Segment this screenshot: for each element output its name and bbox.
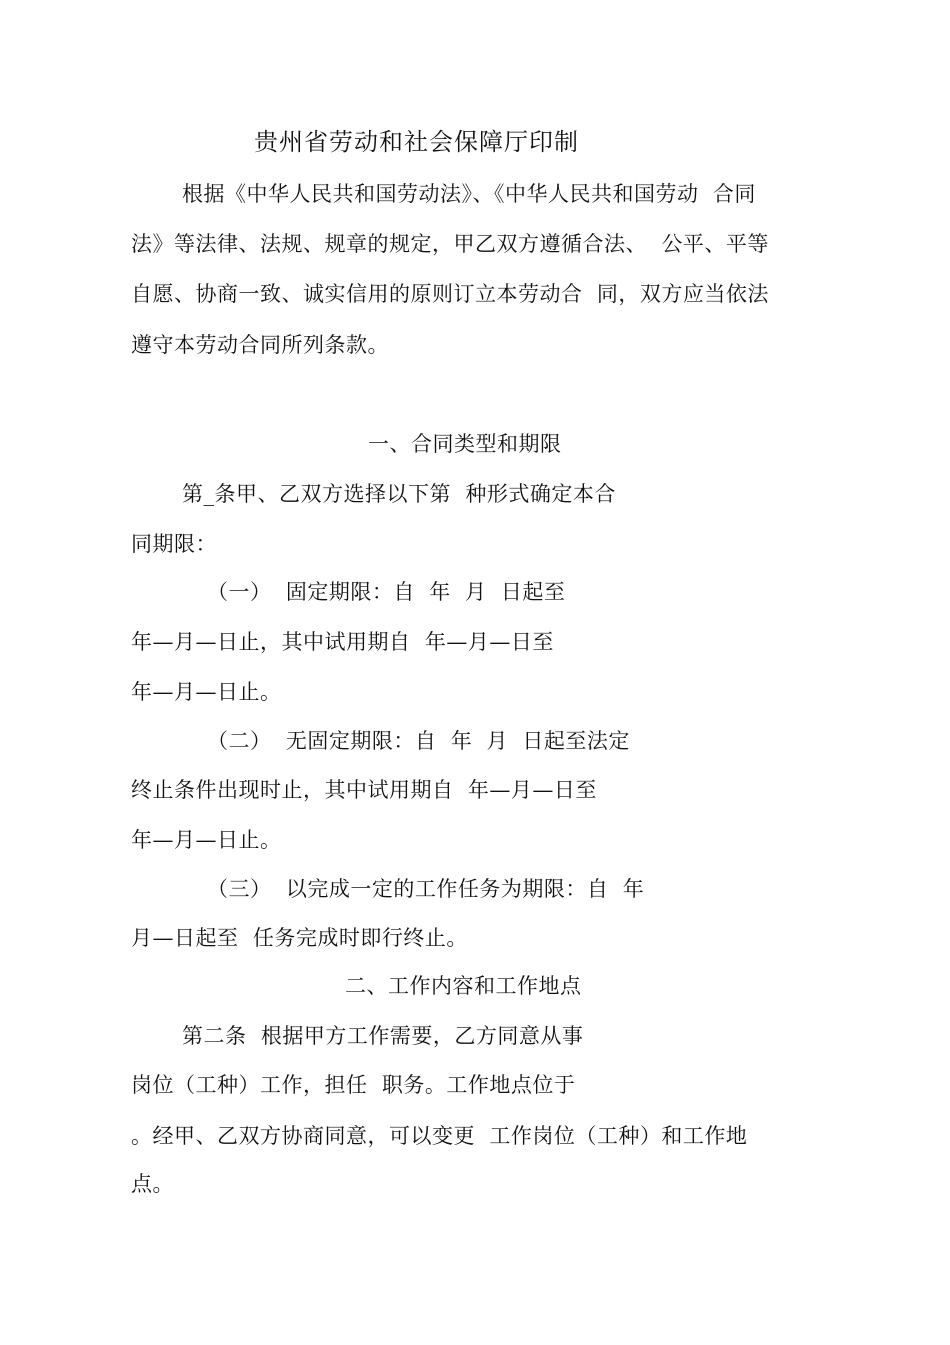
option-line: （二） 无固定期限：自 年 月 日起至法定: [207, 729, 630, 753]
clause-line: 岗位（工种）工作，担任 职务。工作地点位于: [131, 1073, 576, 1097]
option-line: 月—日起至 任务完成时即行终止。: [131, 926, 468, 950]
clause-line: 点。: [131, 1172, 174, 1196]
option-line: 年—月—日止。: [131, 680, 282, 704]
preamble-line: 遵守本劳动合同所列条款。: [131, 333, 389, 357]
option-line: 年—月—日止。: [131, 828, 282, 852]
section-heading-2: 二、工作内容和工作地点: [345, 974, 582, 998]
clause-line: 第二条 根据甲方工作需要，乙方同意从事: [182, 1024, 584, 1048]
clause-line: 。经甲、乙双方协商同意，可以变更 工作岗位（工种）和工作地: [131, 1124, 748, 1148]
document-title: 贵州省劳动和社会保障厅印制: [254, 128, 579, 156]
option-line: 终止条件出现时止，其中试用期自 年—月—日至: [131, 778, 597, 802]
section-heading-1: 一、合同类型和期限: [368, 432, 562, 456]
preamble-line: 根据《中华人民共和国劳动法》、《中华人民共和国劳动 合同: [182, 182, 756, 206]
clause-line: 第_条甲、乙双方选择以下第 种形式确定本合: [182, 482, 616, 506]
option-line: （三） 以完成一定的工作任务为期限：自 年: [207, 877, 645, 901]
option-line: 年—月—日止，其中试用期自 年—月—日至: [131, 630, 554, 654]
option-line: （一） 固定期限：自 年 月 日起至: [207, 580, 566, 604]
preamble-line: 法》等法律、法规、规章的规定，甲乙双方遵循合法、 公平、平等: [131, 232, 769, 256]
clause-line: 同期限：: [131, 532, 217, 556]
preamble-line: 自愿、协商一致、诚实信用的原则订立本劳动合 同，双方应当依法: [131, 282, 769, 306]
